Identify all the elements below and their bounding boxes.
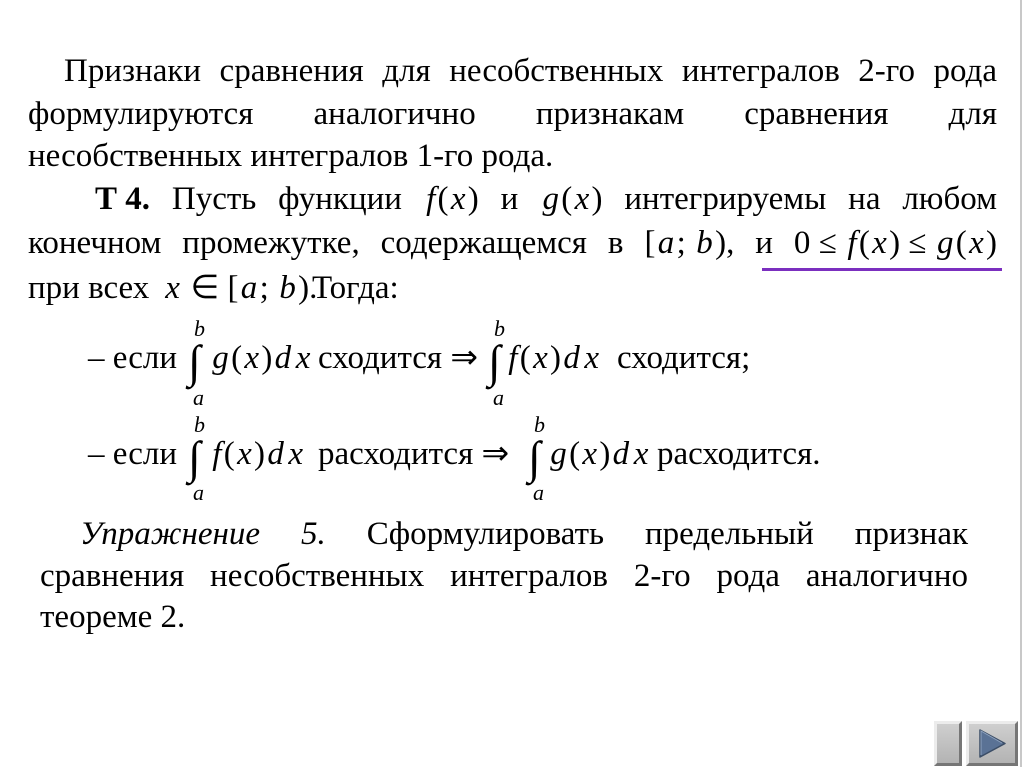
integral-lower-limit: a <box>193 385 204 410</box>
math-variable: b <box>279 270 296 306</box>
math-variable: x <box>288 436 304 472</box>
exercise-line-2: сравнения несобственных интегралов 2-го рода аналогично <box>40 558 968 594</box>
integral-right <box>526 412 550 505</box>
integral-upper-limit: b <box>534 412 545 437</box>
next-button[interactable] <box>966 721 1018 766</box>
math-variable: d <box>612 436 630 472</box>
math-variable: x <box>633 436 649 472</box>
conjunction-and: и <box>500 181 519 217</box>
math-variable: x <box>969 225 984 261</box>
intro-line-3: несобственных интегралов 1-го рода. <box>28 138 554 174</box>
theorem-line-1 <box>95 179 997 219</box>
math-variable: f <box>212 436 222 472</box>
integral-sign: ∫ <box>188 432 201 483</box>
math-variable: x <box>872 225 887 261</box>
theorem-line-1-tail: интегрируемы на любом <box>624 181 997 217</box>
conjunction-and: и <box>755 225 773 261</box>
integral-upper-limit: b <box>194 412 205 437</box>
slide-frame-right <box>1020 0 1022 767</box>
integral-upper-limit: b <box>194 316 205 341</box>
triangle-right-icon <box>969 724 1015 763</box>
function-g: g(x) <box>540 179 602 219</box>
math-variable: f <box>508 340 518 376</box>
math-variable: x <box>533 340 548 376</box>
case-row-diverges <box>0 412 1024 505</box>
interval: [a; b), <box>644 225 735 261</box>
case-verdict: расходится ⇒ <box>318 436 510 472</box>
theorem-line-1-lead: Пусть функции <box>171 181 402 217</box>
math-variable: x <box>574 181 590 217</box>
integral-left <box>186 412 210 505</box>
integral-sign: ∫ <box>528 432 541 483</box>
math-variable: a <box>657 225 675 261</box>
math-variable: d <box>267 436 284 472</box>
previous-button[interactable] <box>934 721 962 766</box>
domain: x ∈ [a; b). <box>163 268 317 308</box>
exercise-label: Упражнение 5. <box>80 516 326 552</box>
exercise-line-1 <box>80 514 968 554</box>
intro-line-1: Признаки сравнения для несобственных интегралов 2-го рода <box>64 53 997 89</box>
theorem-line-3 <box>0 268 1024 308</box>
math-variable: b <box>696 225 713 261</box>
theorem-label: Т 4. <box>95 181 151 217</box>
function-f: f(x) <box>424 179 479 219</box>
case-conclusion: сходится; <box>617 340 751 376</box>
integral-sign: ∫ <box>488 336 501 387</box>
math-variable: g <box>212 340 229 376</box>
math-variable: x <box>582 436 598 472</box>
integrand: g(x)d x <box>548 434 651 474</box>
math-variable: x <box>450 181 466 217</box>
intro-line-2: формулируются аналогично признакам сравнения для <box>28 96 997 132</box>
math-variable: f <box>847 225 857 261</box>
integral-lower-limit: a <box>193 480 204 505</box>
integrand: f(x)d x <box>506 338 601 378</box>
math-variable: x <box>295 340 311 376</box>
math-variable: d <box>274 340 292 376</box>
integral-upper-limit: b <box>494 316 505 341</box>
math-variable: x <box>584 340 600 376</box>
exercise-line-3: теореме 2. <box>40 599 186 635</box>
case-conclusion: расходится. <box>657 436 821 472</box>
math-variable: a <box>240 270 258 306</box>
integral-sign: ∫ <box>188 336 201 387</box>
integral-left <box>186 316 210 410</box>
case-verdict: сходится ⇒ <box>318 340 479 376</box>
math-variable: g <box>550 436 567 472</box>
theorem-line-2 <box>28 223 997 263</box>
math-variable: x <box>244 340 260 376</box>
math-variable: x <box>237 436 252 472</box>
integrand: f(x)d x <box>210 434 305 474</box>
case-prefix: – если <box>88 436 177 472</box>
inequality: 0 ≤ f(x) ≤ g(x) <box>793 225 998 261</box>
math-variable: f <box>426 181 436 217</box>
math-variable: g <box>936 225 954 261</box>
exercise-line-1-text: Сформулировать предельный признак <box>366 516 968 552</box>
integral-lower-limit: a <box>493 385 504 410</box>
case-row-converges <box>0 316 1024 410</box>
integral-lower-limit: a <box>533 480 544 505</box>
math-variable: g <box>542 181 559 217</box>
theorem-line-3-tail: Тогда: <box>312 270 399 306</box>
math-variable: x <box>165 270 180 306</box>
theorem-line-2-lead: конечном промежутке, содержащемся в <box>28 225 624 261</box>
math-variable: d <box>563 340 580 376</box>
theorem-line-3-lead: при всех <box>28 270 150 306</box>
triangle-right-shape <box>980 730 1005 757</box>
integrand: g(x)d x <box>210 338 313 378</box>
case-prefix: – если <box>88 340 177 376</box>
